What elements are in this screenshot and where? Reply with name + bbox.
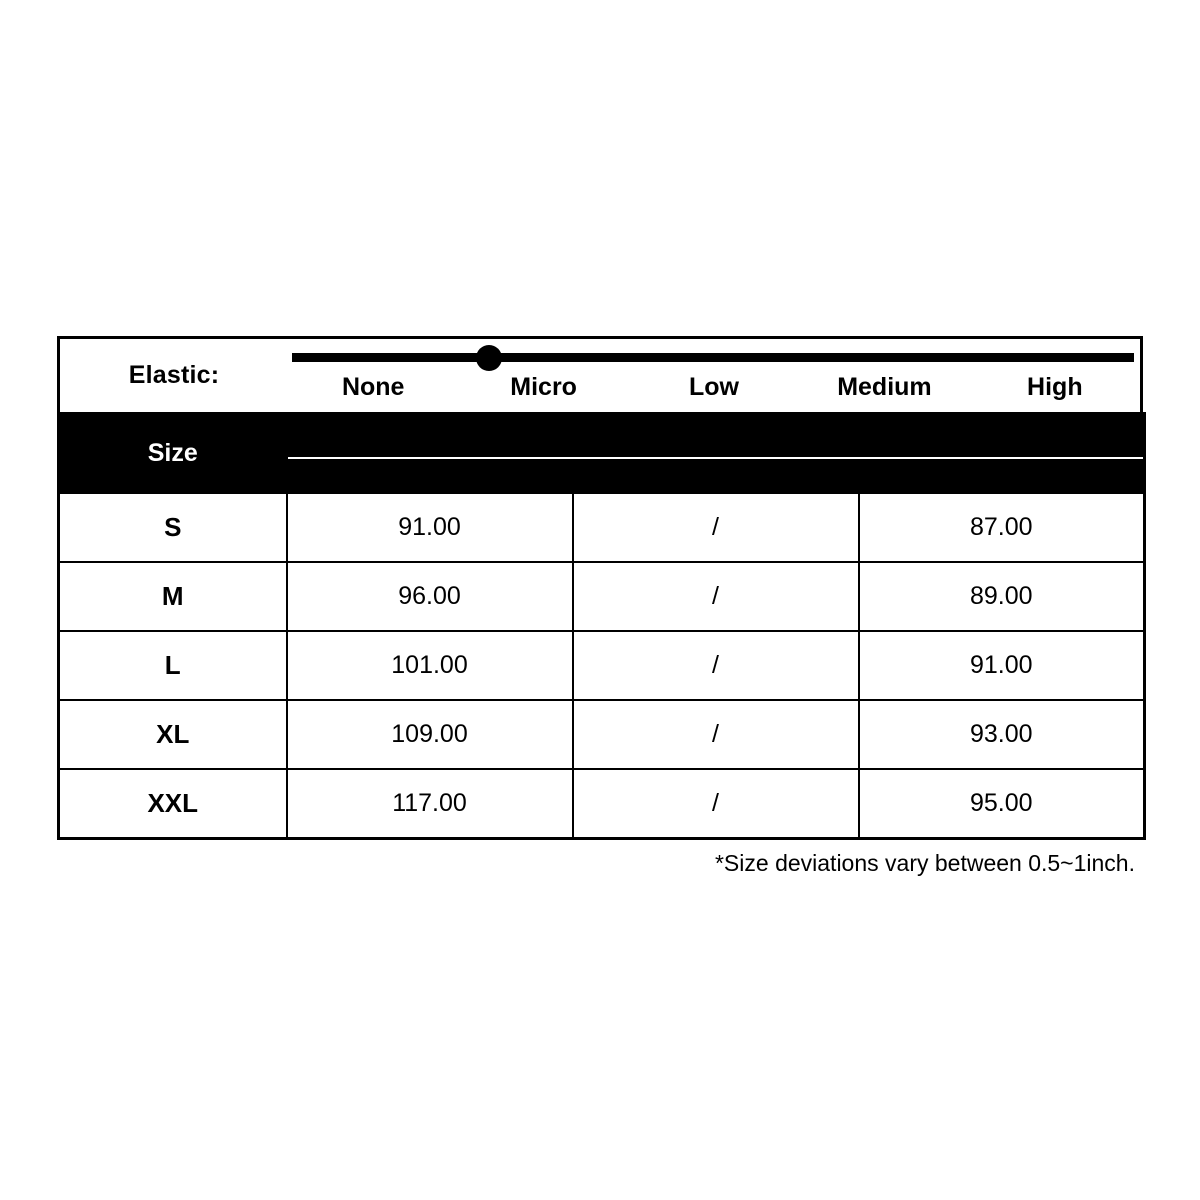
elastic-label: Elastic: <box>128 361 220 389</box>
row-size: S <box>59 493 287 562</box>
measurements-table <box>57 412 1146 840</box>
header-size: Size <box>59 414 287 494</box>
row-bust: 117.00 <box>287 769 573 839</box>
header-length: Length <box>859 414 1145 459</box>
elastic-slider[interactable] <box>288 339 1140 412</box>
size-chart <box>57 336 1143 877</box>
header-sleeve: Sleeve <box>573 414 859 459</box>
row-bust: 101.00 <box>287 631 573 700</box>
elastic-level-labels <box>288 373 1140 402</box>
row-length: 87.00 <box>859 493 1145 562</box>
table-row <box>59 769 1145 839</box>
elastic-level-high: High <box>1027 373 1083 401</box>
row-sleeve: / <box>573 493 859 562</box>
table-row <box>59 493 1145 562</box>
table-row <box>59 562 1145 631</box>
row-bust: 91.00 <box>287 493 573 562</box>
unit-bust: Cm <box>287 458 573 493</box>
row-length: 95.00 <box>859 769 1145 839</box>
size-deviation-note: *Size deviations vary between 0.5~1inch. <box>714 850 1135 876</box>
elastic-level-low: Low <box>689 373 740 401</box>
row-length: 89.00 <box>859 562 1145 631</box>
row-sleeve: / <box>573 631 859 700</box>
slider-track-icon <box>292 353 1134 362</box>
elastic-band <box>57 336 1143 412</box>
row-bust: 109.00 <box>287 700 573 769</box>
row-size: XL <box>59 700 287 769</box>
row-length: 93.00 <box>859 700 1145 769</box>
row-bust: 96.00 <box>287 562 573 631</box>
slider-knob-icon[interactable] <box>476 345 502 371</box>
header-bust: Bust <box>287 414 573 459</box>
unit-length: Cm <box>859 458 1145 493</box>
elastic-level-medium: Medium <box>837 373 932 401</box>
table-row <box>59 700 1145 769</box>
row-sleeve: / <box>573 700 859 769</box>
row-sleeve: / <box>573 769 859 839</box>
row-size: L <box>59 631 287 700</box>
unit-sleeve: Cm <box>573 458 859 493</box>
table-row <box>59 631 1145 700</box>
row-size: XXL <box>59 769 287 839</box>
elastic-level-none: None <box>341 373 405 401</box>
elastic-label-cell <box>60 339 288 412</box>
row-length: 91.00 <box>859 631 1145 700</box>
row-size: M <box>59 562 287 631</box>
table-header-row <box>59 414 1145 459</box>
row-sleeve: / <box>573 562 859 631</box>
elastic-level-micro: Micro <box>510 373 577 401</box>
